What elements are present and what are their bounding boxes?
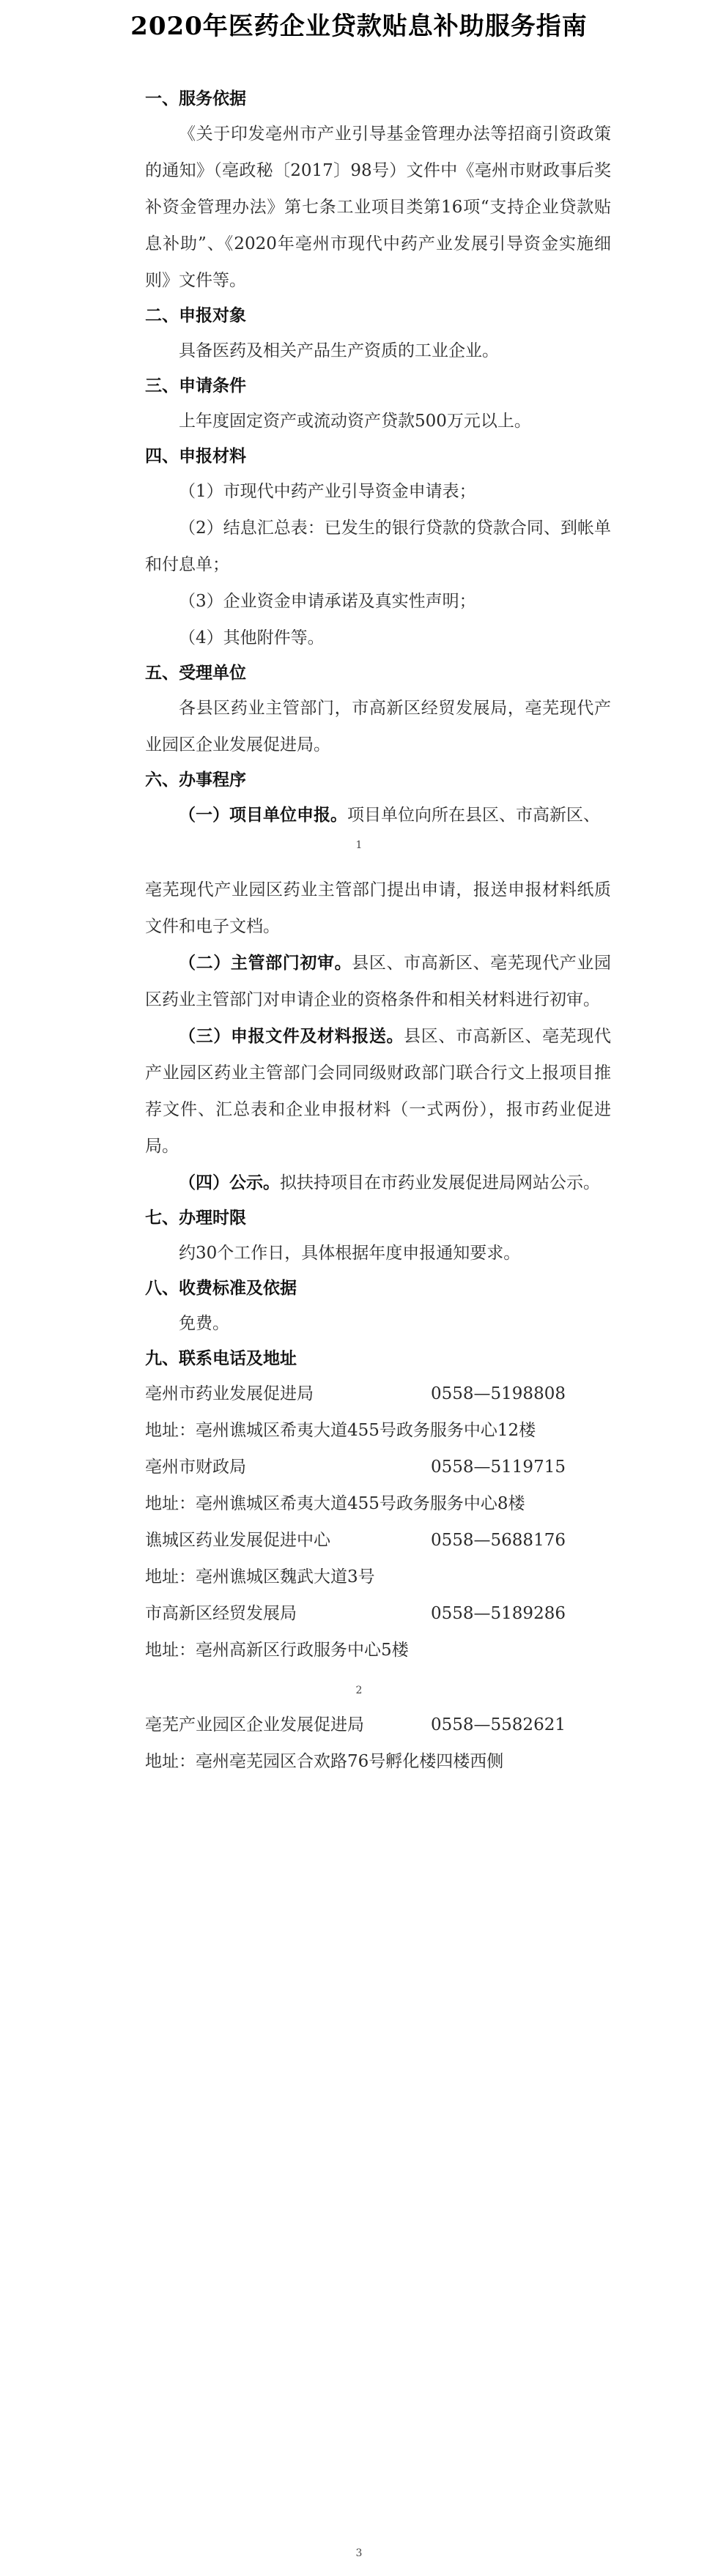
section-heading-contacts: 九、联系电话及地址 — [145, 1349, 297, 1368]
section-text-units: 各县区药业主管部门，市高新区经贸发展局，亳芜现代产业园区企业发展促进局。 — [145, 699, 611, 754]
document-body — [145, 82, 611, 1780]
procedure-step-4-text: 拟扶持项目在市药业发展促进局网站公示。 — [280, 1173, 600, 1192]
contact-row-3 — [145, 1522, 611, 1559]
document-title: 2020年医药企业贷款贴息补助服务指南 — [130, 12, 588, 41]
procedure-step-2 — [145, 945, 611, 1018]
materials-item-2: （2）结息汇总表：已发生的银行贷款的贷款合同、到帐单和付息单； — [145, 519, 611, 574]
procedure-step-4-lead: （四）公示。 — [179, 1173, 280, 1192]
contact-address: 地址：亳州谯城区希夷大道455号政务服务中心12楼 — [145, 1421, 536, 1440]
section-text-time: 约30个工作日，具体根据年度申报通知要求。 — [179, 1244, 521, 1263]
procedure-step-4 — [145, 1165, 611, 1201]
section-heading-procedure: 六、办事程序 — [145, 771, 246, 790]
section-text-conditions: 上年度固定资产或流动资产贷款500万元以上。 — [179, 412, 531, 431]
procedure-step-3-lead: （三）申报文件及材料报送。 — [179, 1026, 404, 1046]
contact-row-4 — [145, 1595, 611, 1632]
contact-phone: 0558—5582621 — [431, 1715, 566, 1734]
section-heading-basis: 一、服务依据 — [145, 89, 246, 108]
contact-row-1 — [145, 1376, 611, 1412]
section-heading-units: 五、受理单位 — [145, 664, 246, 683]
contact-address-5 — [145, 1743, 611, 1780]
page-number-3: 3 — [355, 2547, 363, 2559]
section-text-basis: 《关于印发亳州市产业引导基金管理办法等招商引资政策的通知》（亳政秘〔2017〕98号）文件中《亳州市财政事后奖补资金管理办法》第七条工业项目类第16项“支持企业贷款贴息补助”、《2020年亳州市现代中药产业发展引导资金实施细则》文件等。 — [145, 125, 611, 290]
materials-item-1: （1）市现代中药产业引导资金申请表； — [179, 482, 476, 501]
contact-address: 地址：亳州谯城区魏武大道3号 — [145, 1567, 375, 1586]
section-heading-fees: 八、收费标准及依据 — [145, 1279, 297, 1298]
page-number-2: 2 — [355, 1685, 363, 1696]
contact-org: 亳芜产业园区企业发展促进局 — [145, 1715, 364, 1734]
contact-address: 地址：亳州高新区行政服务中心5楼 — [145, 1641, 409, 1660]
contact-row-5 — [145, 1707, 611, 1743]
section-heading-target: 二、申报对象 — [145, 306, 246, 325]
contact-address-4 — [145, 1632, 611, 1669]
contact-phone: 0558—5688176 — [431, 1531, 566, 1550]
materials-item-4: （4）其他附件等。 — [179, 628, 325, 647]
contact-address: 地址：亳州亳芜园区合欢路76号孵化楼四楼西侧 — [145, 1752, 504, 1771]
procedure-step-3 — [145, 1018, 611, 1165]
procedure-step-2-text: 县区、市高新区、亳芜现代产业园区药业主管部门对申请企业的资格条件和相关材料进行初审。 — [145, 954, 611, 1009]
contact-address-3 — [145, 1559, 611, 1595]
contact-org: 市高新区经贸发展局 — [145, 1604, 297, 1623]
contact-phone: 0558—5198808 — [431, 1384, 566, 1403]
procedure-step-2-lead: （二）主管部门初审。 — [179, 953, 352, 973]
page-number-1: 1 — [355, 839, 363, 851]
section-text-fees: 免费。 — [179, 1314, 229, 1333]
procedure-step-1-text-a: 项目单位向所在县区、市高新区、 — [347, 806, 600, 825]
section-heading-conditions: 三、申请条件 — [145, 376, 246, 396]
contact-phone: 0558—5189286 — [431, 1604, 566, 1623]
section-heading-materials: 四、申报材料 — [145, 447, 246, 466]
procedure-step-1-first-line — [145, 797, 611, 834]
procedure-step-1-continued: 亳芜现代产业园区药业主管部门提出申请，报送申报材料纸质文件和电子文档。 — [145, 880, 611, 936]
section-heading-time: 七、办理时限 — [145, 1209, 246, 1228]
contact-org: 亳州市药业发展促进局 — [145, 1384, 314, 1403]
contact-org: 谯城区药业发展促进中心 — [145, 1531, 330, 1550]
contact-address-1 — [145, 1412, 611, 1449]
section-text-target: 具备医药及相关产品生产资质的工业企业。 — [179, 341, 499, 360]
contact-org: 亳州市财政局 — [145, 1458, 246, 1477]
procedure-step-3-text: 县区、市高新区、亳芜现代产业园区药业主管部门会同同级财政部门联合行文上报项目推荐文件、汇总表和企业申报材料（一式两份），报市药业促进局。 — [145, 1027, 611, 1156]
materials-item-3: （3）企业资金申请承诺及真实性声明； — [179, 592, 476, 611]
contact-address: 地址：亳州谯城区希夷大道455号政务服务中心8楼 — [145, 1494, 525, 1513]
contact-address-2 — [145, 1485, 611, 1522]
contact-phone: 0558—5119715 — [431, 1458, 566, 1477]
contact-row-2 — [145, 1449, 611, 1485]
procedure-step-1-lead: （一）项目单位申报。 — [179, 805, 347, 825]
